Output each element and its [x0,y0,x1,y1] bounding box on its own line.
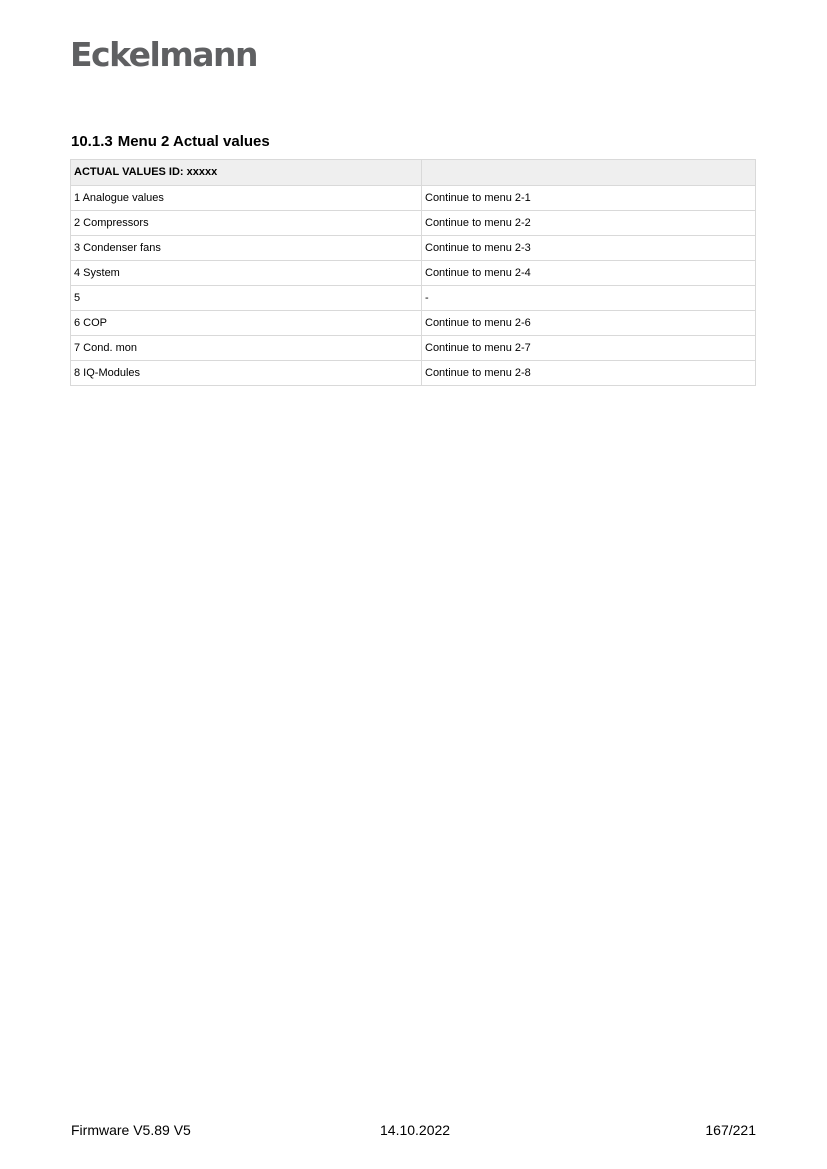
table-header-row [71,160,756,186]
footer-date: 14.10.2022 [380,1122,451,1138]
table-row [71,311,756,336]
menu-item-label: 7 Cond. mon [71,336,422,361]
menu-item-label: 2 Compressors [71,211,422,236]
menu-item-action: Continue to menu 2-3 [422,236,756,261]
table-row [71,211,756,236]
actual-values-table [70,159,756,386]
menu-item-label: 3 Condenser fans [71,236,422,261]
menu-item-label: 6 COP [71,311,422,336]
section-heading [71,133,270,151]
menu-item-label: 4 System [71,261,422,286]
table-row [71,361,756,386]
menu-item-action: Continue to menu 2-6 [422,311,756,336]
footer-page-number: 167/221 [705,1122,756,1138]
menu-item-label: 1 Analogue values [71,186,422,211]
menu-item-action: Continue to menu 2-2 [422,211,756,236]
menu-item-action: Continue to menu 2-8 [422,361,756,386]
menu-item-label: 8 IQ-Modules [71,361,422,386]
menu-item-action: Continue to menu 2-7 [422,336,756,361]
section-number: 10.1.3 [71,133,113,150]
menu-item-label: 5 [71,286,422,311]
company-logo: Eckelmann [70,35,257,74]
menu-item-action: Continue to menu 2-1 [422,186,756,211]
table-row [71,186,756,211]
table-row [71,236,756,261]
menu-item-action: Continue to menu 2-4 [422,261,756,286]
table-row [71,261,756,286]
table-row [71,286,756,311]
menu-item-action: - [422,286,756,311]
footer-firmware-version: Firmware V5.89 V5 [71,1122,191,1138]
section-title: Menu 2 Actual values [117,133,270,150]
table-row [71,336,756,361]
table-header-cell [422,160,756,186]
table-header-cell: ACTUAL VALUES ID: xxxxx [71,160,422,186]
